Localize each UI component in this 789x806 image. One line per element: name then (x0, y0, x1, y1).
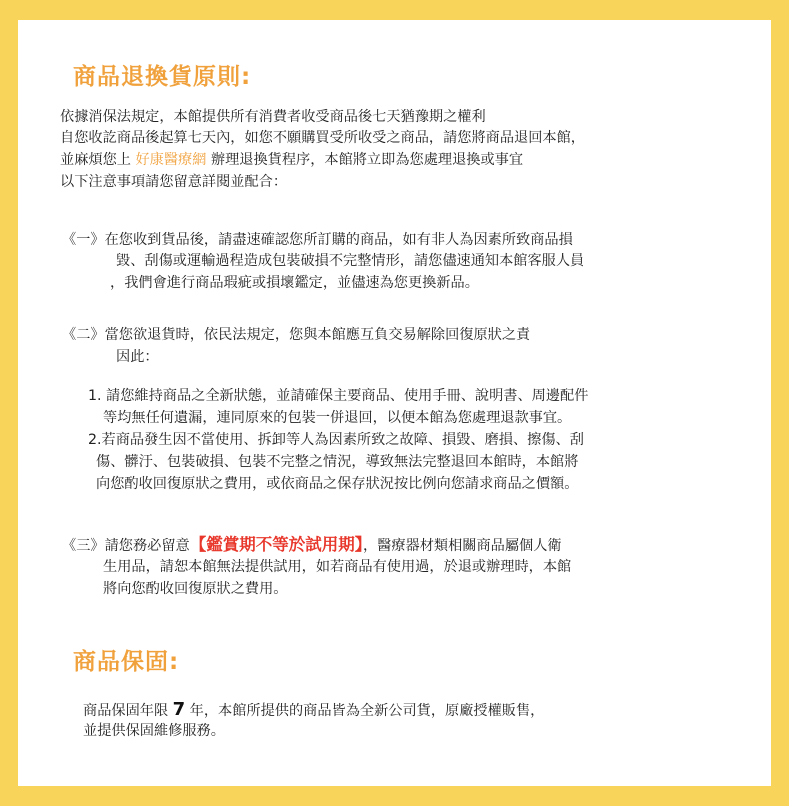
item-3-line-1-pre: 《三》請您務必留意 (62, 538, 190, 554)
intro-line-4: 以下注意事項請您留意詳閱並配合： (60, 174, 288, 190)
item-2-line-2: 因此： (116, 349, 159, 365)
item-3-line-3: 將向您酌收回復原狀之費用。 (103, 581, 288, 597)
warranty-title: 商品保固: (73, 649, 180, 675)
item-1-line-1: 《一》在您收到貨品後，請盡速確認您所訂購的商品，如有非人為因素所致商品損 (62, 232, 573, 248)
intro-line-3-pre: 並麻煩您上 (60, 152, 136, 168)
item-3-line-1 (62, 534, 562, 557)
item-1-line-3: ，我們會進行商品瑕疵或損壞鑑定，並儘速為您更換新品。 (110, 275, 479, 291)
returns-title: 商品退換貨原則: (73, 64, 252, 90)
item-3-line-2: 生用品，請恕本館無法提供試用，如若商品有使用過，於退或辦理時，本館 (103, 559, 572, 575)
item-2-line-1: 《二》當您欲退貨時，依民法規定，您與本館應互負交易解除回復原狀之責 (62, 327, 531, 343)
trial-warning-highlight: 【鑑賞期不等於試用期】 (189, 535, 363, 554)
item-3-line-1-post: ，醫療器材類相關商品屬個人衛 (362, 538, 562, 554)
intro-line-3-post: 辦理退換貨程序，本館將立即為您處理退換或事宜 (206, 152, 524, 168)
item-2-sub-2-line-3: 向您酌收回復原狀之費用，或依商品之保存狀況按比例向您請求商品之價額。 (96, 476, 579, 492)
warranty-line-2: 並提供保固維修服務。 (83, 723, 225, 739)
warranty-line-1-post: 年，本館所提供的商品皆為全新公司貨，原廠授權販售， (185, 703, 545, 719)
intro-line-2: 自您收訖商品後起算七天內，如您不願購買受所收受之商品，請您將商品退回本館， (60, 130, 585, 146)
warranty-line-1-pre: 商品保固年限 (83, 703, 173, 719)
item-2-sub-1-line-1: 1. 請您維持商品之全新狀態，並請確保主要商品、使用手冊、說明書、周邊配件 (88, 388, 589, 404)
warranty-years: 7 (172, 699, 186, 720)
intro-line-3 (60, 150, 523, 171)
intro-line-1: 依據消保法規定，本館提供所有消費者收受商品後七天猶豫期之權利 (60, 109, 486, 125)
item-1-line-2: 毀、刮傷或運輸過程造成包裝破損不完整情形，請您儘速通知本館客服人員 (116, 253, 585, 269)
item-2-sub-2-line-1: 2.若商品發生因不當使用、拆卸等人為因素所致之故障、損毀、磨損、擦傷、刮 (88, 432, 584, 448)
site-name: 好康醫療網 (135, 152, 207, 168)
item-2-sub-2-line-2: 傷、髒汙、包裝破損、包裝不完整之情況，導致無法完整退回本館時，本館將 (96, 454, 579, 470)
item-2-sub-1-line-2: 等均無任何遺漏，連同原來的包裝一併退回，以便本館為您處理退款事宜。 (103, 410, 572, 426)
warranty-line-1 (83, 699, 544, 722)
policy-card (18, 20, 771, 786)
